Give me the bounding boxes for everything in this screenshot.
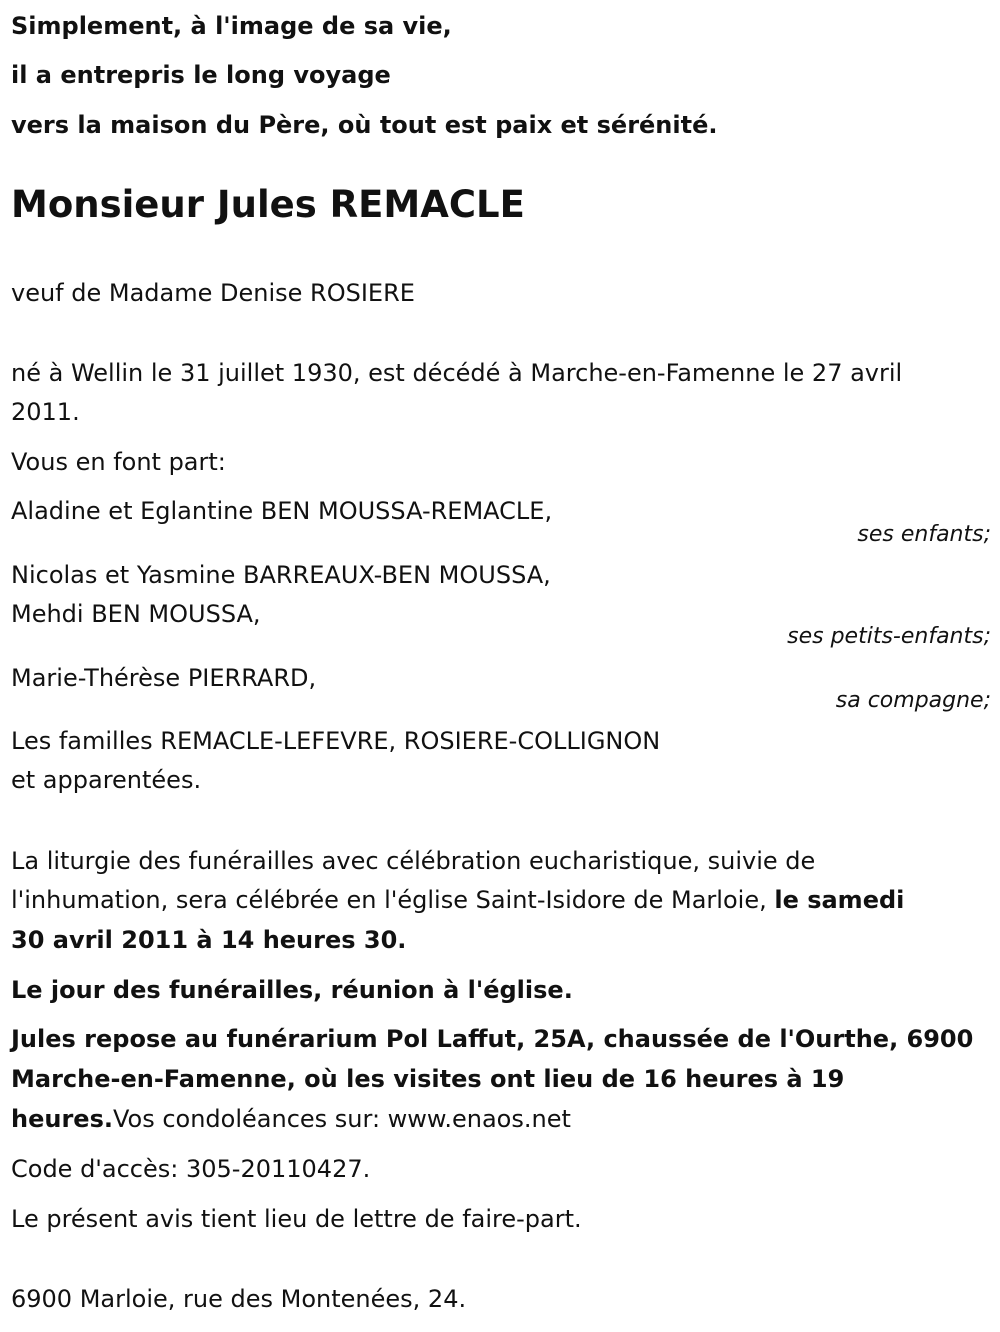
intro-line-3: vers la maison du Père, où tout est paix et sérénité. <box>11 111 718 139</box>
families-line-2: et apparentées. <box>11 766 202 794</box>
families-line-1: Les familles REMACLE-LEFEVRE, ROSIERE-COLLIGNON <box>11 727 661 755</box>
visit-hours-end: heures. <box>11 1105 113 1133</box>
birth-death-line-2: 2011. <box>11 398 80 426</box>
condolences-text: Vos condoléances sur: www.enaos.net <box>112 1105 571 1133</box>
liturgy-date-start: le samedi <box>774 886 905 914</box>
grandchildren-role: ses petits-enfants; <box>787 624 991 649</box>
family-address: 6900 Marloie, rue des Montenées, 24. <box>11 1285 467 1313</box>
access-code: Code d'accès: 305-20110427. <box>11 1155 371 1183</box>
funeral-home-line-3 <box>11 1103 571 1135</box>
funeral-home-line-1: Jules repose au funérarium Pol Laffut, 25A, chaussée de l'Ourthe, 6900 <box>11 1025 974 1053</box>
intro-line-1: Simplement, à l'image de sa vie, <box>11 12 452 40</box>
notice-text: Le présent avis tient lieu de lettre de faire-part. <box>11 1205 582 1233</box>
liturgy-line-2-normal: l'inhumation, sera célébrée en l'église Saint-Isidore de Marloie, <box>11 886 775 914</box>
announcement-intro: Vous en font part: <box>11 448 226 476</box>
children-names: Aladine et Eglantine BEN MOUSSA-REMACLE, <box>11 497 553 525</box>
companion-role: sa compagne; <box>835 688 991 713</box>
liturgy-date-time: 30 avril 2011 à 14 heures 30. <box>11 926 407 954</box>
companion-name: Marie-Thérèse PIERRARD, <box>11 664 317 692</box>
deceased-name: Monsieur Jules REMACLE <box>11 183 525 226</box>
intro-line-2: il a entrepris le long voyage <box>11 61 391 89</box>
grandchildren-line-2: Mehdi BEN MOUSSA, <box>11 600 261 628</box>
funeral-home-line-2: Marche-en-Famenne, où les visites ont lieu de 16 heures à 19 <box>11 1065 845 1093</box>
meeting-notice: Le jour des funérailles, réunion à l'église. <box>11 976 573 1004</box>
grandchildren-line-1: Nicolas et Yasmine BARREAUX-BEN MOUSSA, <box>11 561 551 589</box>
liturgy-line-1: La liturgie des funérailles avec célébration eucharistique, suivie de <box>11 847 816 875</box>
children-role: ses enfants; <box>857 522 991 547</box>
widower-line: veuf de Madame Denise ROSIERE <box>11 279 415 307</box>
birth-death-line-1: né à Wellin le 31 juillet 1930, est décédé à Marche-en-Famenne le 27 avril <box>11 359 903 387</box>
liturgy-line-2 <box>11 884 904 916</box>
